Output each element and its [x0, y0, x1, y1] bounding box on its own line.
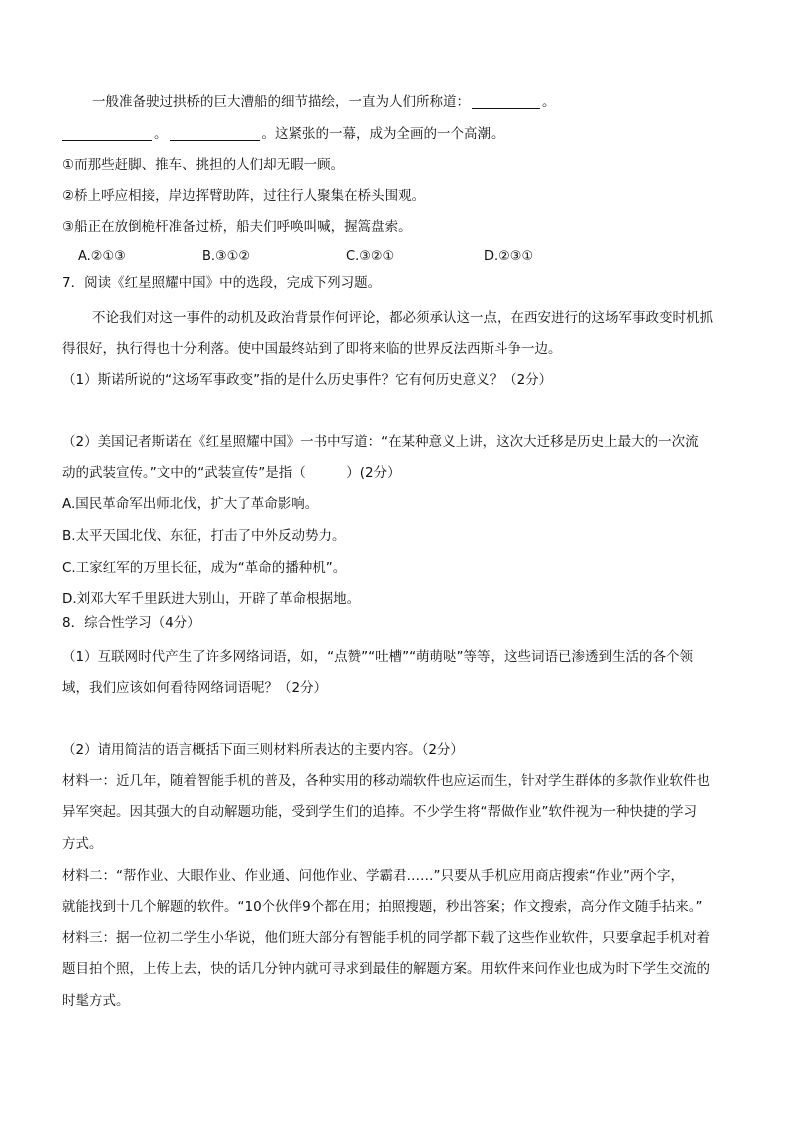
q8-material-3-line-2: 题目拍个照，上传上去，快的话几分钟内就可寻求到最佳的解题方案。用软件来问作业也成为时下学生交流的: [62, 961, 710, 977]
q8-material-1-line-1: 材料一：近几年，随着智能手机的普及，各种实用的移动端软件也应运而生，针对学生群体的多款作业软件也: [62, 773, 710, 789]
answer-blank-3[interactable]: [170, 140, 260, 141]
q8-sub-question-1-line-1: （1）互联网时代产生了许多网络词语，如，“点赞”“吐槽”“萌萌哒”等等，这些词语已渗透到生活的各个领: [62, 649, 694, 665]
q8-title: 8．综合性学习（4分）: [62, 615, 201, 631]
q6-option-a[interactable]: A.②①③: [78, 249, 126, 264]
q6-intro-line: [92, 92, 556, 112]
q7-choice-c[interactable]: C.工家红军的万里长征，成为“革命的播种机”。: [62, 560, 347, 576]
q7-sub-question-1: （1）斯诺所说的“这场军事政变”指的是什么历史事件？它有何历史意义？（2分）: [62, 372, 553, 388]
q6-blank-line: [62, 124, 505, 144]
q7-sub-question-2-line-2: 动的武装宣传。”文中的“武装宣传”是指（ ）(2分）: [62, 465, 401, 481]
q6-item-2: ②桥上呼应相接，岸边挥臂助阵，过往行人聚集在桥头围观。: [62, 188, 426, 204]
q6-intro-text: 一般准备驶过拱桥的巨大漕船的细节描绘，一直为人们所称道：: [92, 94, 470, 110]
q7-passage-line-1: 不论我们对这一事件的动机及政治背景作何评论，都必须承认这一点，在西安进行的这场军事政变时机抓: [92, 310, 713, 326]
q8-material-1-line-2: 异军突起。因其强大的自动解题功能，受到学生们的追捧。不少学生将“帮做作业”软件视为一种快捷的学习: [62, 804, 697, 820]
answer-blank-2[interactable]: [62, 140, 152, 141]
q7-sub-question-2-line-1: （2）美国记者斯诺在《红星照耀中国》一书中写道：“在某种意义上讲，这次大迁移是历史上最大的一次流: [62, 434, 699, 450]
q6-blank-end: 。这紧张的一幕，成为全画的一个高潮。: [261, 126, 505, 142]
answer-blank-1[interactable]: [472, 108, 540, 109]
q8-sub-question-1-line-2: 域，我们应该如何看待网络词语呢？（2分）: [62, 680, 328, 696]
q6-option-b[interactable]: B.③①②: [202, 249, 251, 264]
q8-material-3-line-1: 材料三：据一位初二学生小华说，他们班大部分有智能手机的同学都下载了这些作业软件，只要拿起手机对着: [62, 930, 710, 946]
q7-choice-a[interactable]: A.国民革命军出师北伐，扩大了革命影响。: [62, 496, 319, 512]
q8-sub-question-2: （2）请用简洁的语言概括下面三则材料所表达的主要内容。（2分）: [62, 742, 464, 758]
q8-material-3-line-3: 时髦方式。: [62, 993, 130, 1009]
q8-material-2-line-1: 材料二：“帮作业、大眼作业、作业通、问他作业、学霸君……”只要从手机应用商店搜索“作业”两个字，: [62, 868, 684, 884]
q6-blank-sep: 。: [154, 126, 168, 142]
q7-title: 7．阅读《红星照耀中国》中的选段，完成下列习题。: [62, 275, 382, 291]
q7-choice-d[interactable]: D.刘邓大军千里跃进大别山，开辟了革命根据地。: [62, 591, 361, 607]
q6-item-3: ③船正在放倒桅杆准备过桥，船夫们呼唤叫喊，握篙盘索。: [62, 219, 412, 235]
q7-choice-b[interactable]: B.太平天国北伐、东征，打击了中外反动势力。: [62, 528, 346, 544]
q6-option-c[interactable]: C.③②①: [346, 249, 395, 264]
q8-material-2-line-2: 就能找到十几个解题的软件。“10个伙伴9个都在用；拍照搜题，秒出答案；作文搜索，高分作文随手拈来。”: [62, 899, 703, 915]
q8-material-1-line-3: 方式。: [62, 836, 103, 852]
q7-passage-line-2: 得很好，执行得也十分利落。使中国最终站到了即将来临的世界反法西斯斗争一边。: [62, 341, 562, 357]
q6-item-1: ①而那些赶脚、推车、挑担的人们却无暇一顾。: [62, 157, 345, 173]
q6-option-d[interactable]: D.②③①: [484, 249, 534, 264]
q6-intro-end: 。: [542, 94, 556, 110]
